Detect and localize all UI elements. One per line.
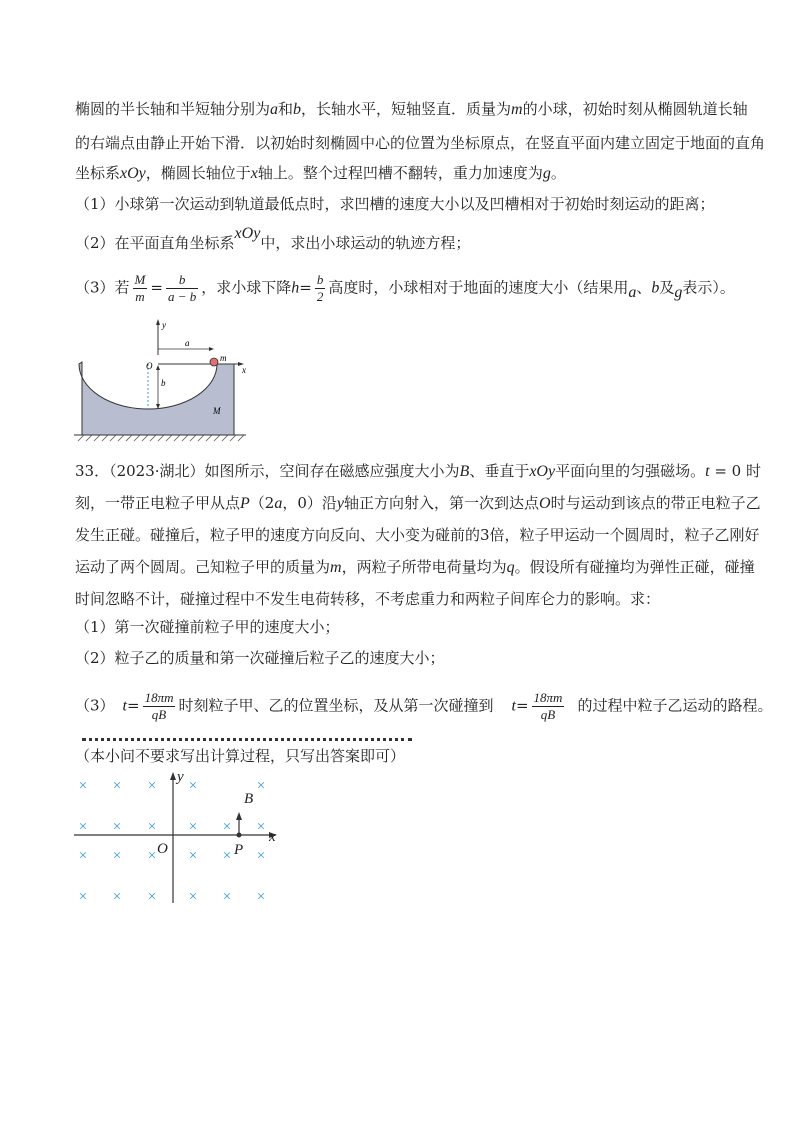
var-B: B: [459, 463, 470, 480]
var-g: g: [674, 283, 683, 301]
denominator: m: [135, 289, 145, 304]
numerator: b: [166, 272, 198, 289]
label-o: O: [146, 361, 153, 371]
p33-line2: [75, 493, 761, 514]
text: （3）若: [75, 278, 130, 297]
p32-line1: [75, 99, 748, 120]
text: ，椭圆长轴位于: [145, 164, 251, 182]
text: 坐标系: [75, 164, 121, 182]
text: 的过程中粒子乙运动的路程。: [577, 696, 773, 715]
field-cross-icon: ×: [188, 848, 198, 864]
y-axis-arrow: [156, 319, 160, 325]
p33-line5: 时间忽略不计，碰撞过程中不发生电荷转移，不考虑重力和两粒子间库仑力的影响。求：: [75, 590, 661, 608]
field-cross-icon: ×: [78, 778, 88, 794]
text: 33．（2023·湖北）如图所示，空间存在磁感应强度大小为: [75, 462, 460, 480]
field-cross-icon: ×: [147, 889, 157, 905]
field-cross-icon: ×: [222, 889, 232, 905]
var-a: a: [628, 283, 637, 301]
p32-line3: [75, 163, 566, 184]
field-cross-icon: ×: [147, 778, 157, 794]
equals: =: [299, 278, 312, 297]
text: 表示）。: [682, 278, 735, 297]
text: 椭圆的半长轴和半短轴分别为: [75, 100, 271, 118]
velocity-arrow-head: [236, 812, 242, 820]
text: 刻，一带正电粒子甲从点: [75, 494, 241, 512]
field-cross-icon: ×: [188, 778, 198, 794]
text: 及: [659, 278, 675, 297]
field-cross-icon: ×: [112, 848, 122, 864]
var-xoy: xOy: [120, 165, 146, 182]
y-axis-arrow: [170, 772, 176, 780]
label-a: a: [185, 338, 190, 348]
var-b: b: [293, 101, 302, 118]
fraction-18pim-over-qB: [532, 690, 565, 723]
ground-hatch: [78, 435, 244, 441]
text: （3）: [75, 696, 115, 715]
var-t: t: [705, 463, 710, 480]
denominator: qB: [540, 707, 556, 722]
field-cross-icon: ×: [256, 848, 266, 864]
p33-line3: 发生正碰。碰撞后，粒子甲的速度方向反向、大小变为碰前的3倍，粒子甲运动一个圆周时，粒子乙刚好: [75, 526, 760, 544]
text: （2: [249, 494, 275, 512]
field-cross-icon: ×: [147, 819, 157, 835]
var-a: a: [270, 101, 279, 118]
numerator: 18πm: [533, 690, 563, 705]
emphasis-dots: [82, 738, 412, 745]
text: 时刻粒子甲、乙的位置坐标，及从第一次碰撞到: [178, 696, 494, 715]
text: 、: [636, 278, 652, 297]
text: ，求小球下降: [201, 278, 292, 297]
point-P: [237, 833, 242, 838]
field-cross-icon: ×: [222, 848, 232, 864]
fraction-M-over-m: [133, 272, 148, 305]
var-a: a: [274, 495, 283, 512]
text: 、垂直于: [469, 462, 530, 480]
var-t: t: [511, 697, 516, 715]
var-m: m: [511, 101, 523, 118]
field-cross-icon: ×: [256, 889, 266, 905]
label-b: b: [161, 378, 166, 388]
field-cross-icon: ×: [222, 819, 232, 835]
p33-note: （本小问不要求写出计算过程，只写出答案即可）: [75, 747, 406, 765]
field-cross-icon: ×: [256, 778, 266, 794]
numerator: 18πm: [144, 690, 174, 705]
ball: [210, 358, 218, 366]
var-x: x: [250, 165, 258, 182]
var-y: y: [336, 495, 344, 512]
label-m: m: [220, 353, 227, 363]
groove-figure: [68, 315, 258, 445]
p32-q2: [75, 225, 471, 254]
field-cross-icon: ×: [112, 889, 122, 905]
p32-q1: （1）小球第一次运动到轨道最低点时，求凹槽的速度大小以及凹槽相对于初始时刻运动的距离；: [75, 195, 715, 213]
magnetic-field-figure: [66, 768, 286, 913]
text: （2）在平面直角坐标系: [75, 234, 235, 252]
a-arrow: [209, 347, 214, 351]
field-cross-icon: ×: [78, 819, 88, 835]
var-P: P: [240, 495, 250, 512]
text: ，两粒子所带电荷量均为: [341, 558, 507, 576]
var-xoy: xOy: [529, 463, 556, 480]
text: = 0 时: [709, 462, 761, 480]
text: ，长轴水平，短轴竖直．质量为: [301, 100, 512, 118]
label-P: P: [234, 842, 244, 858]
fraction-18pim-over-qB: [143, 690, 176, 723]
var-m: m: [330, 559, 342, 576]
text: 的小球，初始时刻从椭圆轨道长轴: [522, 100, 748, 118]
text: 。: [550, 164, 566, 182]
numerator: b: [316, 272, 324, 287]
text: 。假设所有碰撞均为弹性正碰，碰撞: [514, 558, 755, 576]
label-M: M: [213, 406, 221, 416]
p33-line4: [75, 557, 755, 578]
equals: =: [150, 278, 163, 297]
label-x: x: [269, 829, 276, 845]
var-h: h: [291, 279, 300, 297]
denominator: a − b: [167, 289, 197, 304]
text: ，0）沿: [282, 494, 337, 512]
var-O: O: [539, 495, 551, 512]
var-t: t: [122, 697, 127, 715]
equals: =: [515, 696, 529, 715]
text: 轴正方向射入，第一次到达点: [344, 494, 540, 512]
p33-q2: （2）粒子乙的质量和第一次碰撞后粒子乙的速度大小；: [75, 649, 445, 667]
groove-body: [79, 362, 234, 435]
label-y: y: [177, 769, 184, 785]
label-y: y: [162, 320, 166, 330]
denominator: 2: [316, 289, 324, 304]
field-cross-icon: ×: [188, 889, 198, 905]
label-x: x: [242, 365, 246, 375]
text: 轴上。整个过程凹槽不翻转，重力加速度为: [257, 164, 543, 182]
text: 和: [278, 100, 294, 118]
text: 中，求出小球运动的轨迹方程；: [260, 234, 471, 252]
label-O: O: [157, 841, 168, 857]
p33-q3: [75, 690, 772, 723]
equals: =: [127, 696, 140, 715]
var-q: q: [506, 559, 515, 576]
denominator: qB: [151, 707, 167, 722]
text: 平面向里的匀强磁场。: [555, 462, 706, 480]
fraction-b-over-a-minus-b: [166, 272, 198, 305]
field-cross-icon: ×: [78, 889, 88, 905]
field-cross-icon: ×: [147, 848, 157, 864]
fraction-b-over-2: [315, 272, 326, 305]
p32-q3: [75, 272, 735, 305]
field-cross-icon: ×: [256, 819, 266, 835]
var-xoy: xOy: [234, 225, 261, 242]
field-cross-icon: ×: [112, 819, 122, 835]
var-b: b: [651, 279, 660, 297]
p33-line1: [75, 461, 761, 482]
field-cross-icon: ×: [78, 848, 88, 864]
text: 运动了两个圆周。己知粒子甲的质量为: [75, 558, 331, 576]
numerator: M: [134, 272, 146, 287]
field-cross-icon: ×: [188, 819, 198, 835]
var-g: g: [542, 165, 551, 182]
p32-line2: 的右端点由静止开始下滑．以初始时刻椭圆中心的位置为坐标原点，在竖直平面内建立固定于地面的直角: [75, 134, 766, 152]
text: 高度时，小球相对于地面的速度大小（结果用: [328, 278, 629, 297]
text: 时与运动到该点的带正电粒子乙: [550, 494, 761, 512]
label-B: B: [244, 791, 254, 807]
field-cross-icon: ×: [112, 778, 122, 794]
b-arrow-top: [156, 365, 160, 370]
p33-q1: （1）第一次碰撞前粒子甲的速度大小；: [75, 618, 340, 636]
